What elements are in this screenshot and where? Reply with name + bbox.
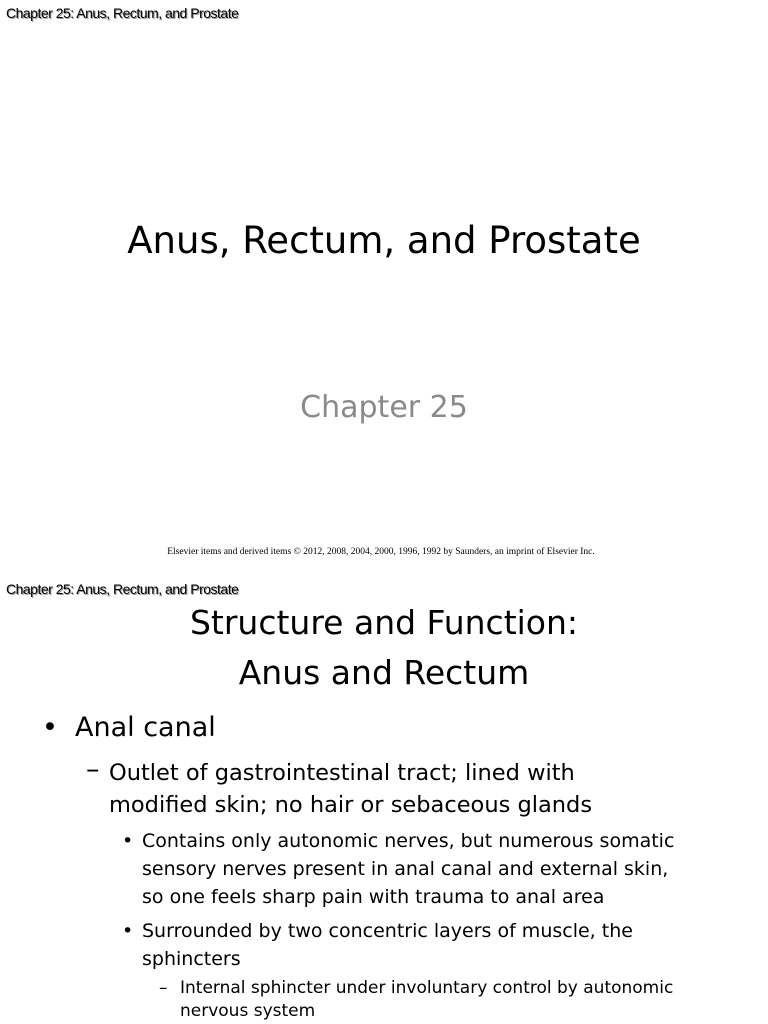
slide-subtitle: Chapter 25 bbox=[300, 390, 468, 425]
slide-title-line: Structure and Function: bbox=[189, 603, 579, 642]
list-item-text: modified skin; no hair or sebaceous glands bbox=[109, 792, 593, 818]
slide-title bbox=[0, 598, 768, 698]
list-item-text: sphincters bbox=[142, 948, 241, 970]
chapter-header: Chapter 25: Anus, Rectum, and Prostate bbox=[6, 5, 239, 21]
bullet-marker: • bbox=[122, 830, 134, 852]
slide-title-line: Anus and Rectum bbox=[238, 653, 530, 692]
list-item-text: Outlet of gastrointestinal tract; lined with bbox=[109, 760, 575, 786]
dash-marker: – bbox=[86, 754, 100, 785]
dash-marker: – bbox=[159, 978, 168, 998]
slide-title: Anus, Rectum, and Prostate bbox=[127, 219, 641, 262]
list-item-text: Contains only autonomic nerves, but numerous somatic bbox=[142, 830, 675, 852]
content-slide bbox=[0, 576, 768, 1024]
list-item-text: Surrounded by two concentric layers of muscle, the bbox=[142, 920, 633, 942]
list-item-text: nervous system bbox=[180, 1001, 316, 1021]
list-item-text: so one feels sharp pain with trauma to anal area bbox=[142, 886, 605, 908]
list-item-text: Anal canal bbox=[75, 712, 216, 743]
bullet-marker: • bbox=[42, 712, 58, 743]
bullet-marker: • bbox=[122, 920, 134, 942]
copyright-notice: Elsevier items and derived items © 2012, 2008, 2004, 2000, 1996, 1992 by Saunders, an imprint of Elsevier Inc. bbox=[167, 547, 595, 557]
list-item-text: sensory nerves present in anal canal and external skin, bbox=[142, 858, 669, 880]
chapter-header: Chapter 25: Anus, Rectum, and Prostate bbox=[6, 581, 239, 597]
list-item-text: Internal sphincter under involuntary control by autonomic bbox=[180, 978, 674, 998]
